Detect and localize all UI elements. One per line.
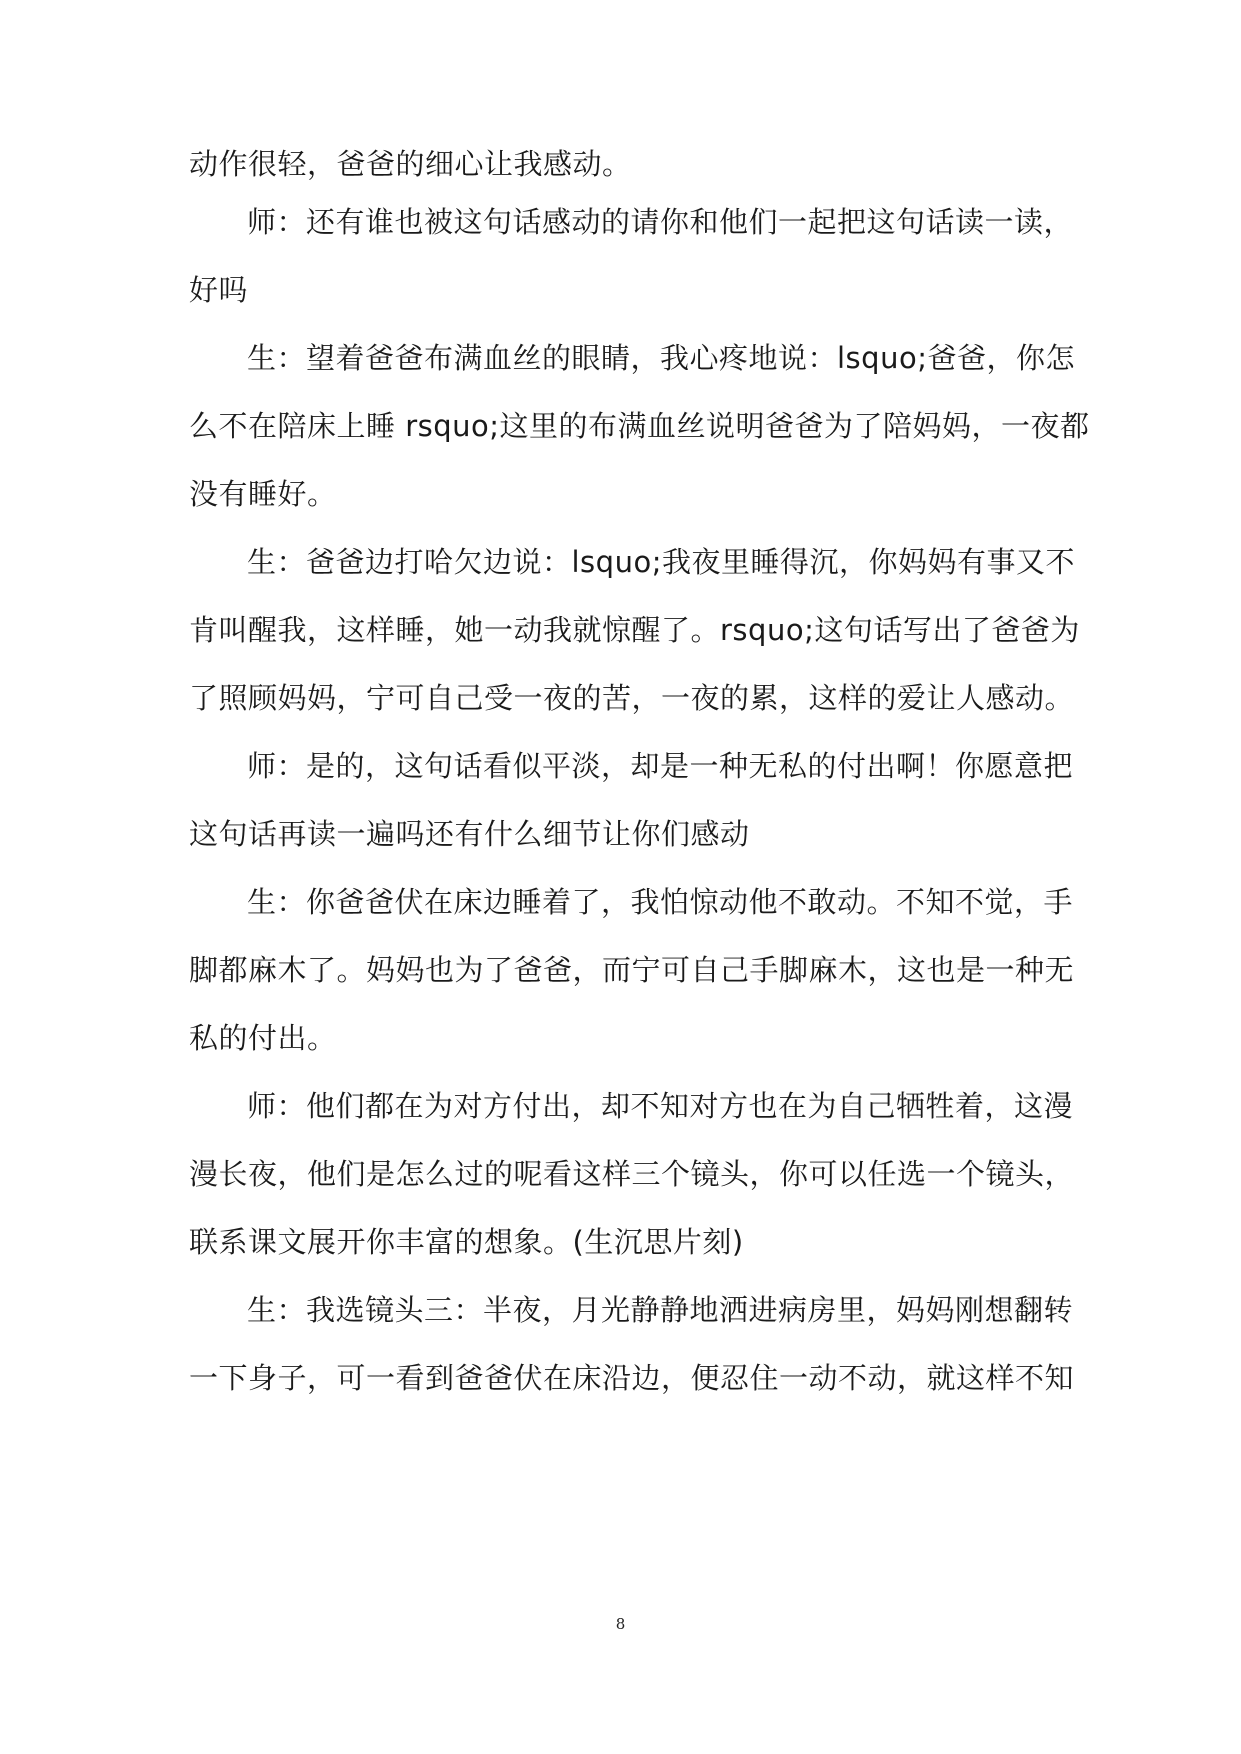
text-line: 生：爸爸边打哈欠边说：lsquo;我夜里睡得沉，你妈妈有事又不	[247, 545, 1075, 579]
text-line: 联系课文展开你丰富的想象。(生沉思片刻)	[189, 1225, 744, 1259]
text-line: 脚都麻木了。妈妈也为了爸爸，而宁可自己手脚麻木，这也是一种无	[189, 953, 1075, 987]
text-line: 动作很轻，爸爸的细心让我感动。	[189, 147, 632, 181]
text-line: 师：他们都在为对方付出，却不知对方也在为自己牺牲着，这漫	[247, 1089, 1074, 1123]
text-line: 生：你爸爸伏在床边睡着了，我怕惊动他不敢动。不知不觉，手	[247, 885, 1074, 919]
text-line: 师：还有谁也被这句话感动的请你和他们一起把这句话读一读，	[247, 205, 1074, 239]
text-line: 这句话再读一遍吗还有什么细节让你们感动	[189, 817, 750, 851]
text-line: 没有睡好。	[189, 477, 337, 511]
text-line: 一下身子，可一看到爸爸伏在床沿边，便忍住一动不动，就这样不知	[189, 1361, 1075, 1395]
text-line: 了照顾妈妈，宁可自己受一夜的苦，一夜的累，这样的爱让人感动。	[189, 681, 1075, 715]
text-line: 肯叫醒我，这样睡，她一动我就惊醒了。rsquo;这句话写出了爸爸为	[189, 613, 1080, 647]
text-line: 么不在陪床上睡 rsquo;这里的布满血丝说明爸爸为了陪妈妈，一夜都	[189, 409, 1090, 443]
text-line: 生：望着爸爸布满血丝的眼睛，我心疼地说：lsquo;爸爸，你怎	[247, 341, 1075, 375]
text-line: 私的付出。	[189, 1021, 337, 1055]
page-number: 8	[615, 1615, 626, 1633]
text-line: 师：是的，这句话看似平淡，却是一种无私的付出啊！你愿意把	[247, 749, 1074, 783]
text-line: 好吗	[189, 273, 249, 307]
text-line: 漫长夜，他们是怎么过的呢看这样三个镜头，你可以任选一个镜头，	[189, 1157, 1075, 1191]
text-line: 生：我选镜头三：半夜，月光静静地洒进病房里，妈妈刚想翻转	[247, 1293, 1074, 1327]
